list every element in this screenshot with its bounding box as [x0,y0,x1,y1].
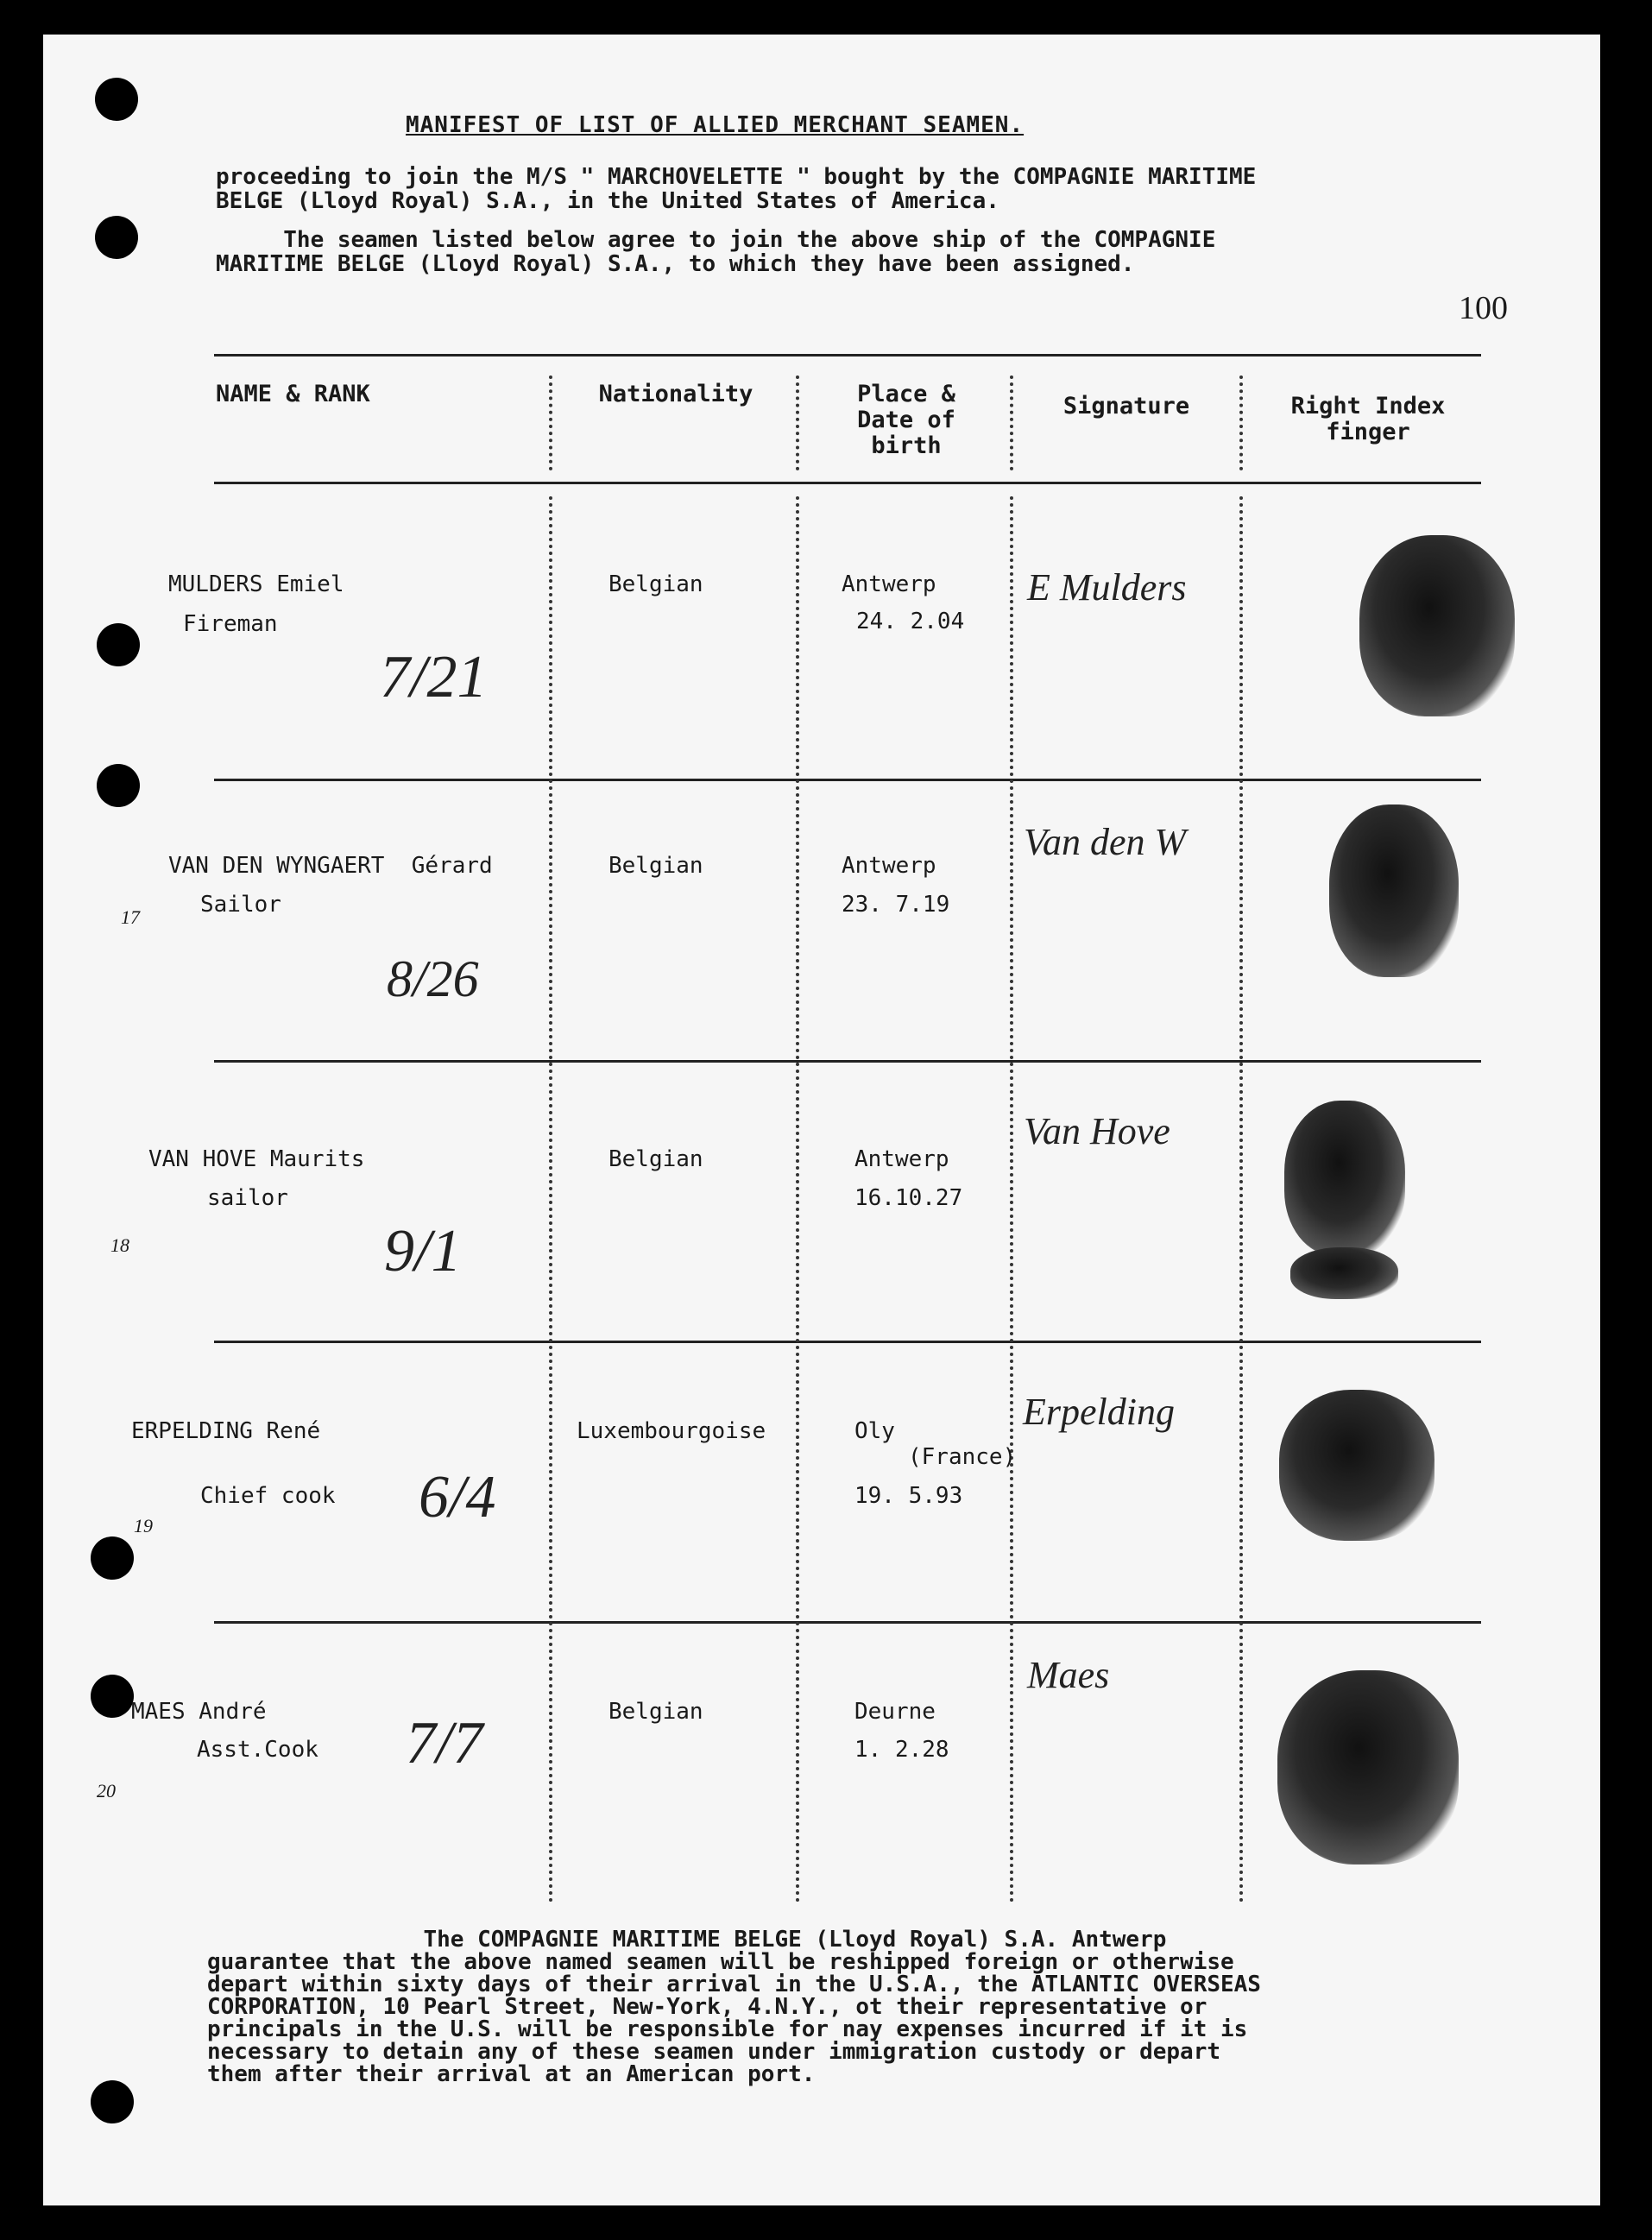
fingerprint [1279,1390,1434,1541]
birth-date: 1. 2.28 [854,1737,949,1763]
binder-hole [91,1536,134,1580]
seaman-nationality: Belgian [608,1699,703,1725]
guarantee-line: CORPORATION, 10 Pearl Street, New-York, 4.N.Y., ot their representative or [207,1994,1207,2020]
seaman-name: MAES André [131,1699,267,1725]
seaman-name: ERPELDING René [131,1418,321,1444]
seaman-rank: Chief cook [200,1483,336,1509]
guarantee-line: The COMPAGNIE MARITIME BELGE (Lloyd Royal) S.A. Antwerp [207,1927,1167,1953]
binder-hole [97,764,140,807]
guarantee-line: them after their arrival at an American port. [207,2061,816,2087]
seaman-rank: Fireman [183,611,278,637]
seaman-signature: Maes [1027,1654,1110,1696]
intro-line: MARITIME BELGE (Lloyd Royal) S.A., to which they have been assigned. [216,251,1135,277]
fingerprint [1284,1101,1405,1256]
seaman-signature: E Mulders [1027,566,1187,609]
seaman-name: MULDERS Emiel [168,571,344,597]
row-rule [214,779,1481,781]
handwritten-note: 8/26 [387,950,479,1007]
birth-date: 23. 7.19 [842,892,950,918]
birth-place: Oly [854,1418,895,1444]
page-title: MANIFEST OF LIST OF ALLIED MERCHANT SEAMEN. [406,112,1025,138]
guarantee-line: principals in the U.S. will be responsible for nay expenses incurred if it is [207,2016,1248,2042]
intro-line: proceeding to join the M/S " MARCHOVELETTE " bought by the COMPAGNIE MARITIME [216,164,1257,190]
column-separator [1010,375,1013,470]
birth-place: Antwerp [854,1146,949,1172]
intro-line: BELGE (Lloyd Royal) S.A., in the United States of America. [216,188,999,214]
binder-hole [91,1675,134,1718]
birth-place: Deurne [854,1699,936,1725]
seaman-name: VAN DEN WYNGAERT Gérard [168,853,493,879]
margin-number: 18 [110,1234,129,1256]
row-rule [214,1060,1481,1063]
header-name-rank: NAME & RANK [216,381,370,407]
column-separator [1010,496,1013,1903]
fingerprint [1277,1670,1459,1865]
table-top-rule [214,354,1481,357]
handwritten-note: 9/1 [384,1218,462,1284]
header-rule [214,482,1481,484]
binder-hole [95,78,138,121]
binder-hole [95,216,138,259]
column-separator [549,496,552,1903]
column-separator [1239,375,1243,470]
header-signature: Signature [1062,393,1190,420]
birth-date: 19. 5.93 [854,1483,963,1509]
header-place-date: Place & Date of birth [857,381,955,459]
guarantee-line: guarantee that the above named seamen will be reshipped foreign or otherwise [207,1949,1234,1975]
seaman-rank: Sailor [200,892,281,918]
guarantee-line: depart within sixty days of their arrival in the U.S.A., the ATLANTIC OVERSEAS [207,1972,1261,1997]
birth-place: Antwerp [842,571,936,597]
handwritten-note: 7/21 [380,644,488,710]
row-rule [214,1621,1481,1624]
binder-hole [91,2080,134,2123]
seaman-rank: Asst.Cook [197,1737,318,1763]
margin-number: 19 [134,1515,153,1536]
handwritten-note: 6/4 [419,1464,496,1530]
seaman-signature: Van Hove [1024,1110,1170,1152]
guarantee-line: necessary to detain any of these seamen under immigration custody or depart [207,2039,1220,2065]
margin-number: 20 [97,1780,116,1801]
seaman-nationality: Belgian [608,853,703,879]
seaman-nationality: Belgian [608,571,703,597]
header-nationality: Nationality [598,381,753,407]
column-separator [796,496,799,1903]
binder-hole [97,623,140,666]
birth-date: 16.10.27 [854,1185,963,1211]
header-finger: Right Index finger [1290,393,1446,445]
row-rule [214,1341,1481,1343]
seaman-signature: Erpelding [1023,1391,1175,1433]
birth-place-country: (France) [908,1444,1017,1470]
seaman-nationality: Belgian [608,1146,703,1172]
page-number: 100 [1459,290,1508,326]
birth-date: 24. 2.04 [856,609,965,634]
birth-place: Antwerp [842,853,936,879]
fingerprint [1290,1247,1398,1299]
seaman-nationality: Luxembourgoise [577,1418,766,1444]
seaman-signature: Van den W [1024,821,1187,863]
seaman-name: VAN HOVE Maurits [148,1146,365,1172]
seaman-rank: sailor [207,1185,288,1211]
column-separator [549,375,552,470]
intro-line: The seamen listed below agree to join the above ship of the COMPAGNIE [216,227,1216,253]
column-separator [796,375,799,470]
margin-number: 17 [121,906,140,928]
fingerprint [1329,805,1459,977]
handwritten-note: 7/7 [406,1710,483,1776]
fingerprint [1359,535,1515,716]
column-separator [1239,496,1243,1903]
